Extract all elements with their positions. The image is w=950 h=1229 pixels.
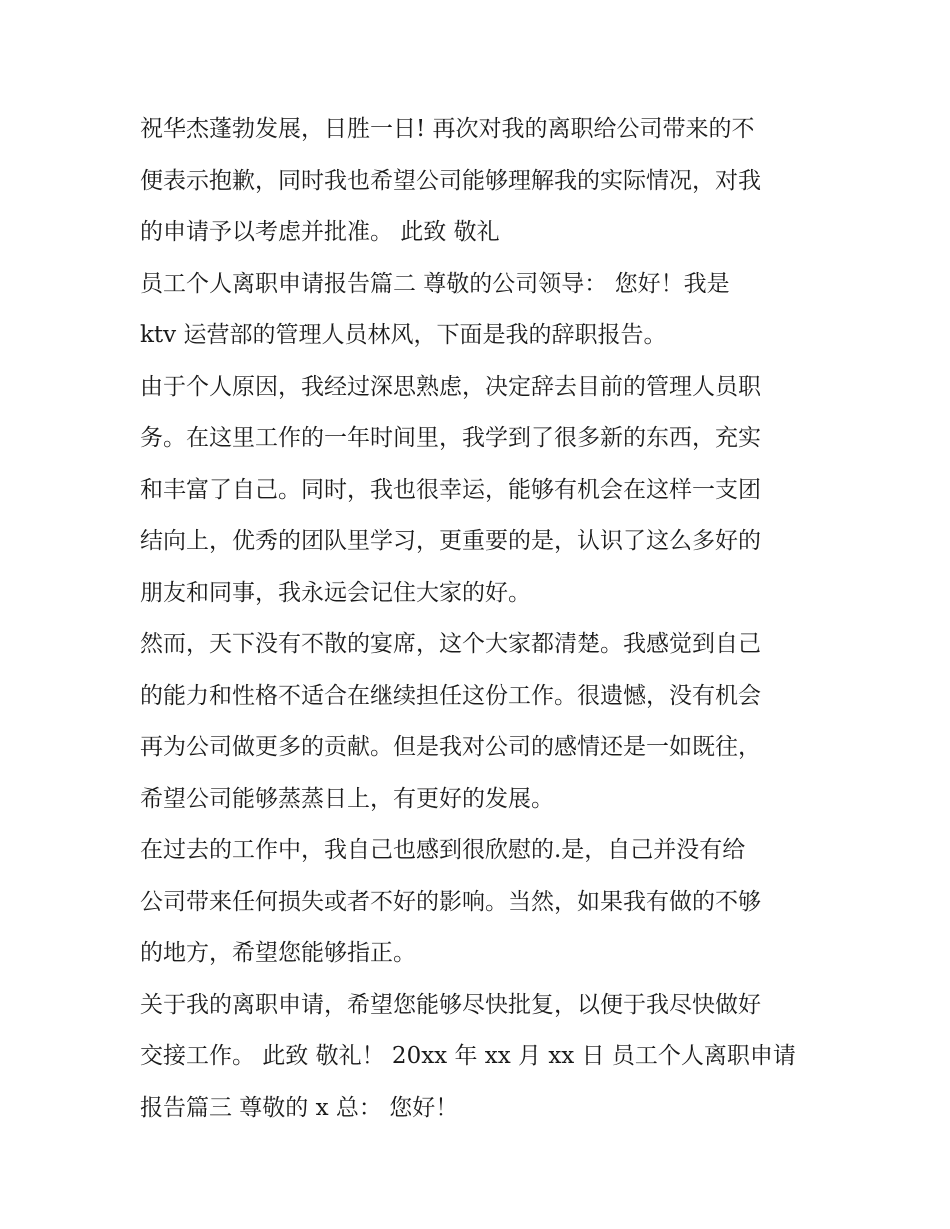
text-line: 然而，天下没有不散的宴席，这个大家都清楚。我感觉到自己 <box>140 631 761 657</box>
text-line: 再为公司做更多的贡献。但是我对公司的感情还是一如既往， <box>140 734 761 760</box>
text-line: 和丰富了自己。同时，我也很幸运，能够有机会在这样一支团 <box>140 476 761 503</box>
text-line: 结向上，优秀的团队里学习，更重要的是，认识了这么多好的 <box>140 528 761 554</box>
text-line: 交接工作。 此致 敬礼！ 20xx 年 xx 月 xx 日 员工个人离职申请 <box>140 1043 796 1069</box>
text-line: 便表示抱歉，同时我也希望公司能够理解我的实际情况，对我 <box>140 167 761 194</box>
text-line: 关于我的离职申请，希望您能够尽快批复，以便于我尽快做好 <box>140 991 761 1018</box>
text-line: ktv 运营部的管理人员林风，下面是我的辞职报告。 <box>140 322 667 348</box>
text-line: 朋友和同事，我永远会记住大家的好。 <box>140 579 531 606</box>
text-line: 希望公司能够蒸蒸日上，有更好的发展。 <box>140 785 554 812</box>
text-line: 公司带来任何损失或者不好的影响。当然，如果我有做的不够 <box>140 888 761 915</box>
text-line: 由于个人原因，我经过深思熟虑，决定辞去目前的管理人员职 <box>140 373 761 400</box>
text-line: 务。在这里工作的一年时间里，我学到了很多新的东西，充实 <box>140 425 761 451</box>
text-line: 报告篇三 尊敬的 x 总： 您好！ <box>140 1094 459 1121</box>
document-body <box>140 104 820 1134</box>
text-line: 祝华杰蓬勃发展，日胜一日! 再次对我的离职给公司带来的不 <box>140 116 755 142</box>
text-line: 的能力和性格不适合在继续担任这份工作。很遗憾，没有机会 <box>140 682 761 709</box>
text-line: 员工个人离职申请报告篇二 尊敬的公司领导： 您好！我是 <box>140 270 730 297</box>
text-line: 在过去的工作中，我自己也感到很欣慰的.是，自己并没有给 <box>140 837 746 863</box>
text-line: 的地方，希望您能够指正。 <box>140 940 416 966</box>
text-line: 的申请予以考虑并批准。 此致 敬礼 <box>140 219 500 245</box>
